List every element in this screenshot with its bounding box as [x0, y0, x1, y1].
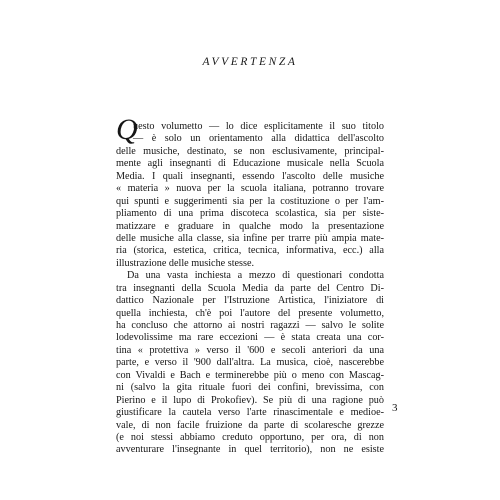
text-line: Da una vasta inchiesta a mezzo di questionari condotta: [127, 270, 384, 282]
body-text: [116, 121, 384, 457]
text-line: — è solo un orientamento alla didattica dell'ascolto: [133, 133, 384, 145]
text-line: avventurare l'insegnante in quel territorio), non ne esiste: [116, 444, 384, 456]
text-line: vale, di non facile fruizione da parte di scolaresche grezze: [116, 419, 384, 431]
text-line: mente agli insegnanti di Educazione musicale nella Scuola: [116, 158, 384, 170]
text-line: Pierino e il lupo di Prokofiev). Se più di una ragione può: [116, 394, 384, 406]
text-line: delle musiche alla classe, sia infine per trarre più ampia mate-: [116, 232, 384, 244]
text-line: pliamento di una prima discoteca scolastica, sia per siste-: [116, 208, 384, 220]
text-line: qui spunti e suggerimenti sia per la costituzione o per l'am-: [116, 195, 384, 207]
text-line: illustrazione delle musiche stesse.: [116, 257, 255, 269]
text-line: Media. I quali insegnanti, essendo l'ascolto delle musiche: [116, 170, 384, 182]
text-line: parte, e verso il '900 dall'altra. La musica, cioè, nascerebbe: [116, 357, 384, 369]
text-line: delle musiche, destinato, se non esclusivamente, principal-: [116, 145, 384, 157]
text-line: tra insegnanti della Scuola Media da parte del Centro Di-: [116, 282, 384, 294]
text-line: lodevolissime ma rare eccezioni — è stata creata una cor-: [116, 332, 384, 344]
page-title: AVVERTENZA: [202, 56, 298, 68]
text-line: ni (salvo la gita rituale fuori dei confini, brevissima, con: [116, 382, 384, 394]
text-line: giustificare la cautela verso l'arte rinascimentale e medioe-: [116, 407, 384, 419]
text-line: uesto volumetto — lo dice esplicitamente il suo titolo: [133, 121, 384, 132]
text-line: con Vivaldi e Bach e terminerebbe più o meno con Mascag-: [116, 369, 384, 381]
text-line: ha concluso che attorno ai nostri ragazzi — salvo le solite: [116, 320, 384, 331]
text-line: quella inchiesta, ch'è poi l'autore del presente volumetto,: [116, 307, 384, 319]
text-line: matizzare e graduare in qualche modo la presentazione: [116, 220, 384, 232]
text-line: « materia » nuova per la scuola italiana, potranno trovare: [116, 183, 384, 195]
page-number: 3: [392, 402, 398, 414]
text-line: ria (storica, estetica, critica, tecnica, informativa, ecc.) alla: [116, 245, 384, 257]
drop-cap: Q: [116, 113, 138, 146]
text-line: (e noi stessi abbiamo creduto opportuno, per ora, di non: [116, 431, 384, 443]
text-line: dattico Nazionale per l'Istruzione Artistica, l'iniziatore di: [116, 295, 384, 307]
text-line: tina « protettiva » verso il '600 e secoli anteriori da una: [116, 344, 384, 356]
